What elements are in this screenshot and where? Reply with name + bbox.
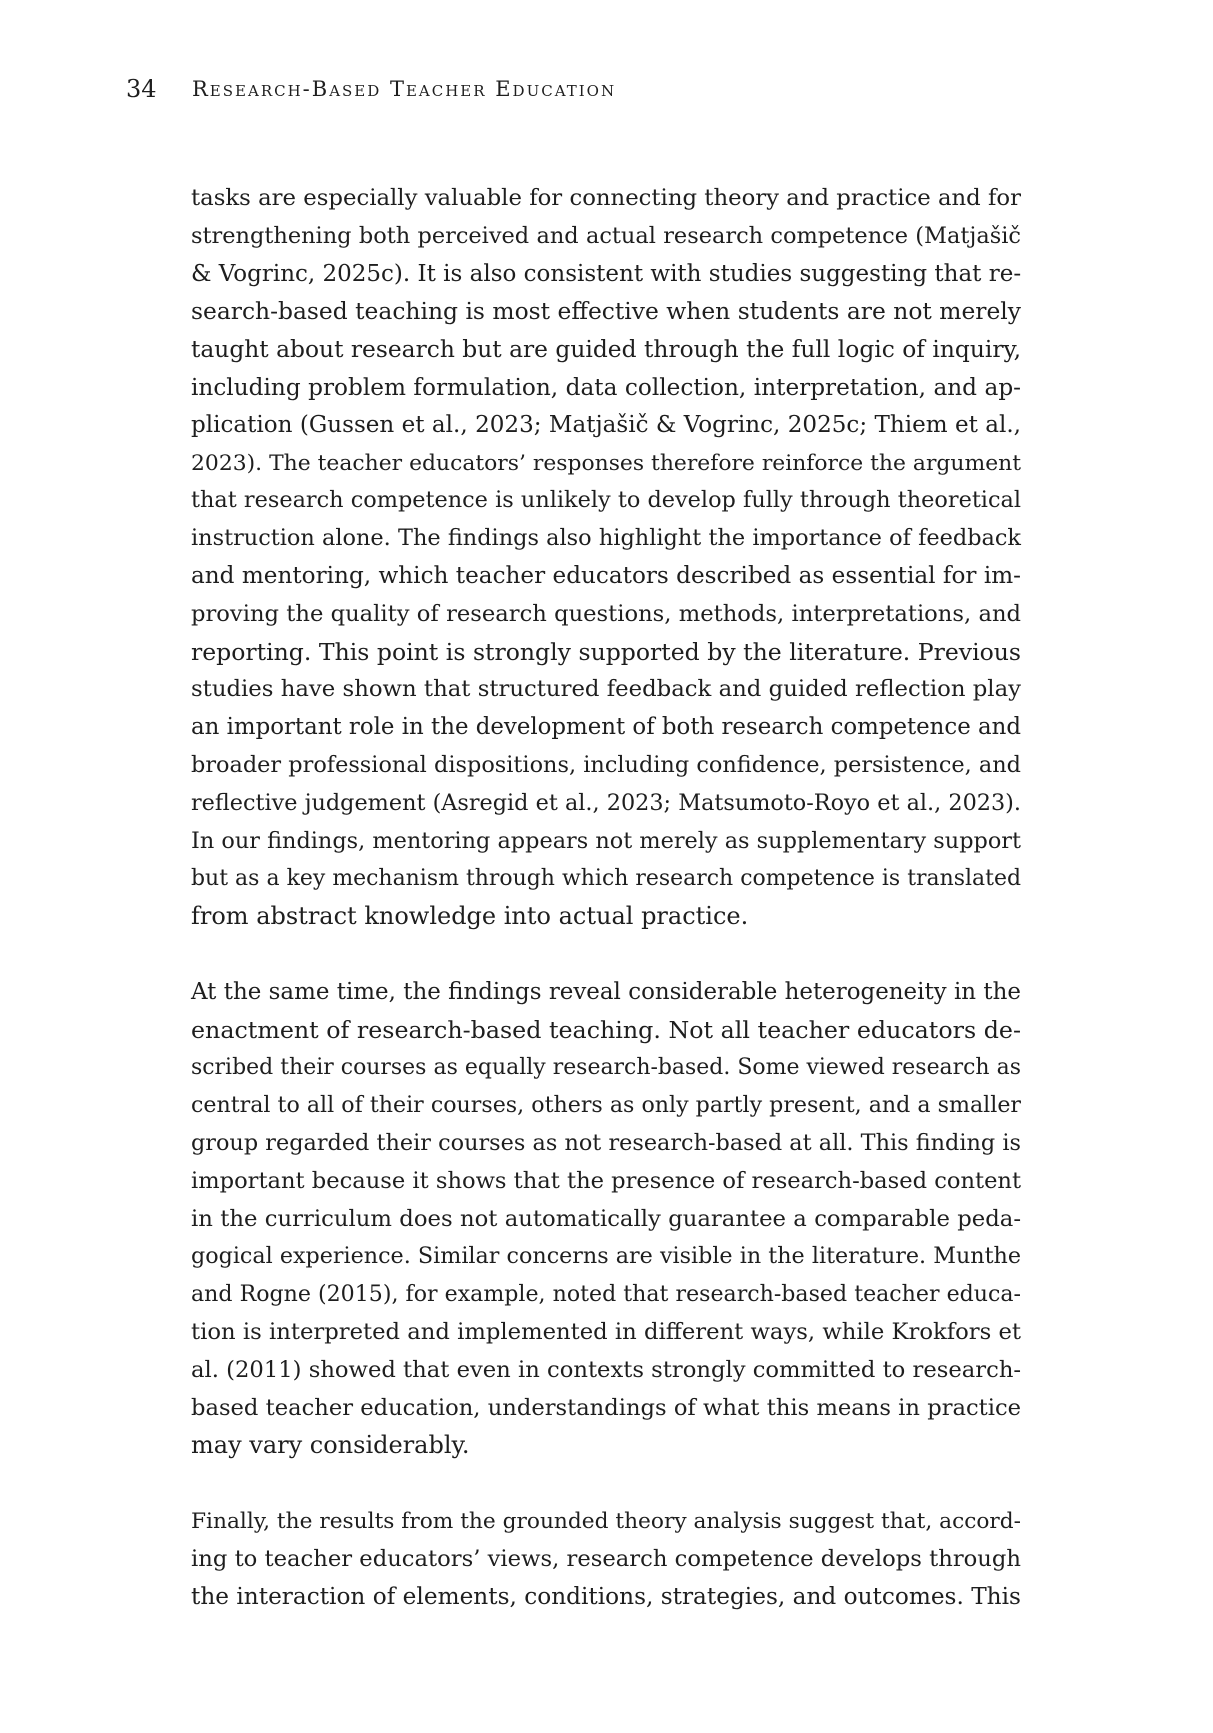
text-line: broader professional dispositions, including confidence, persistence, and [191,751,1021,778]
text-line: At the same time, the findings reveal considerable heterogeneity in the [191,978,1021,1005]
text-line: may vary considerably. [191,1431,470,1460]
text-line: that research competence is unlikely to develop fully through theoretical [191,487,1021,514]
paragraph-gap [191,936,1021,974]
text-line: from abstract knowledge into actual practice. [191,902,749,931]
paragraph [191,974,1021,1465]
text-line: including problem formulation, data collection, interpretation, and ap- [191,373,1021,401]
text-line: important because it shows that the presence of research-based content [191,1167,1022,1194]
text-line: tion is interpreted and implemented in different ways, while Krokfors et [191,1318,1021,1345]
page-number: 34 [126,75,157,103]
text-line: In our findings, mentoring appears not merely as supplementary support [191,827,1021,854]
text-line: based teacher education, understandings of what this means in practice [191,1394,1021,1421]
text-line: reflective judgement (Asregid et al., 2023; Matsumoto-Royo et al., 2023). [191,789,1021,816]
text-line: an important role in the development of both research competence and [191,714,1021,741]
text-line: group regarded their courses as not research-based at all. This finding is [191,1129,1021,1156]
text-line: scribed their courses as equally research-based. Some viewed research as [191,1055,1021,1081]
text-line: tasks are especially valuable for connecting theory and practice and for [191,185,1021,211]
text-line: 2023). The teacher educators’ responses therefore reinforce the argument [191,450,1021,476]
text-line: al. (2011) showed that even in contexts strongly committed to research- [191,1356,1022,1383]
text-line: in the curriculum does not automatically guarantee a comparable peda- [191,1205,1021,1232]
text-line: ing to teacher educators’ views, research competence develops through [191,1545,1021,1572]
text-line: but as a key mechanism through which research competence is translated [191,866,1021,892]
text-line: reporting. This point is strongly supported by the literature. Previous [191,637,1021,666]
paragraph [191,1503,1021,1616]
paragraph [191,180,1021,936]
paragraph-gap [191,1465,1021,1503]
text-line: plication (Gussen et al., 2023; Matjašič & Vogrinc, 2025c; Thiem et al., [191,411,1021,438]
body-text [191,180,1021,1616]
text-line: search-based teaching is most effective when students are not merely [191,297,1021,326]
text-line: and Rogne (2015), for example, noted that research-based teacher educa- [191,1282,1021,1308]
text-line: central to all of their courses, others as only partly present, and a smaller [191,1092,1021,1119]
text-line: proving the quality of research questions, methods, interpretations, and [191,600,1021,627]
text-line: instruction alone. The findings also highlight the importance of feedback [191,525,1021,552]
text-line: & Vogrinc, 2025c). It is also consistent with studies suggesting that re- [191,260,1022,287]
text-line: taught about research but are guided through the full logic of inquiry, [191,335,1021,364]
text-line: enactment of research-based teaching. Not all teacher educators de- [191,1015,1021,1044]
text-line: the interaction of elements, conditions, strategies, and outcomes. This [191,1583,1021,1611]
text-line: studies have shown that structured feedback and guided reflection play [191,676,1021,703]
text-line: and mentoring, which teacher educators described as essential for im- [191,562,1021,589]
text-line: Finally, the results from the grounded theory analysis suggest that, accord- [191,1508,1021,1534]
text-line: strengthening both perceived and actual research competence (Matjašič [191,222,1021,249]
running-title: Research-Based Teacher Education [192,77,617,101]
text-line: gogical experience. Similar concerns are visible in the literature. Munthe [191,1243,1021,1270]
